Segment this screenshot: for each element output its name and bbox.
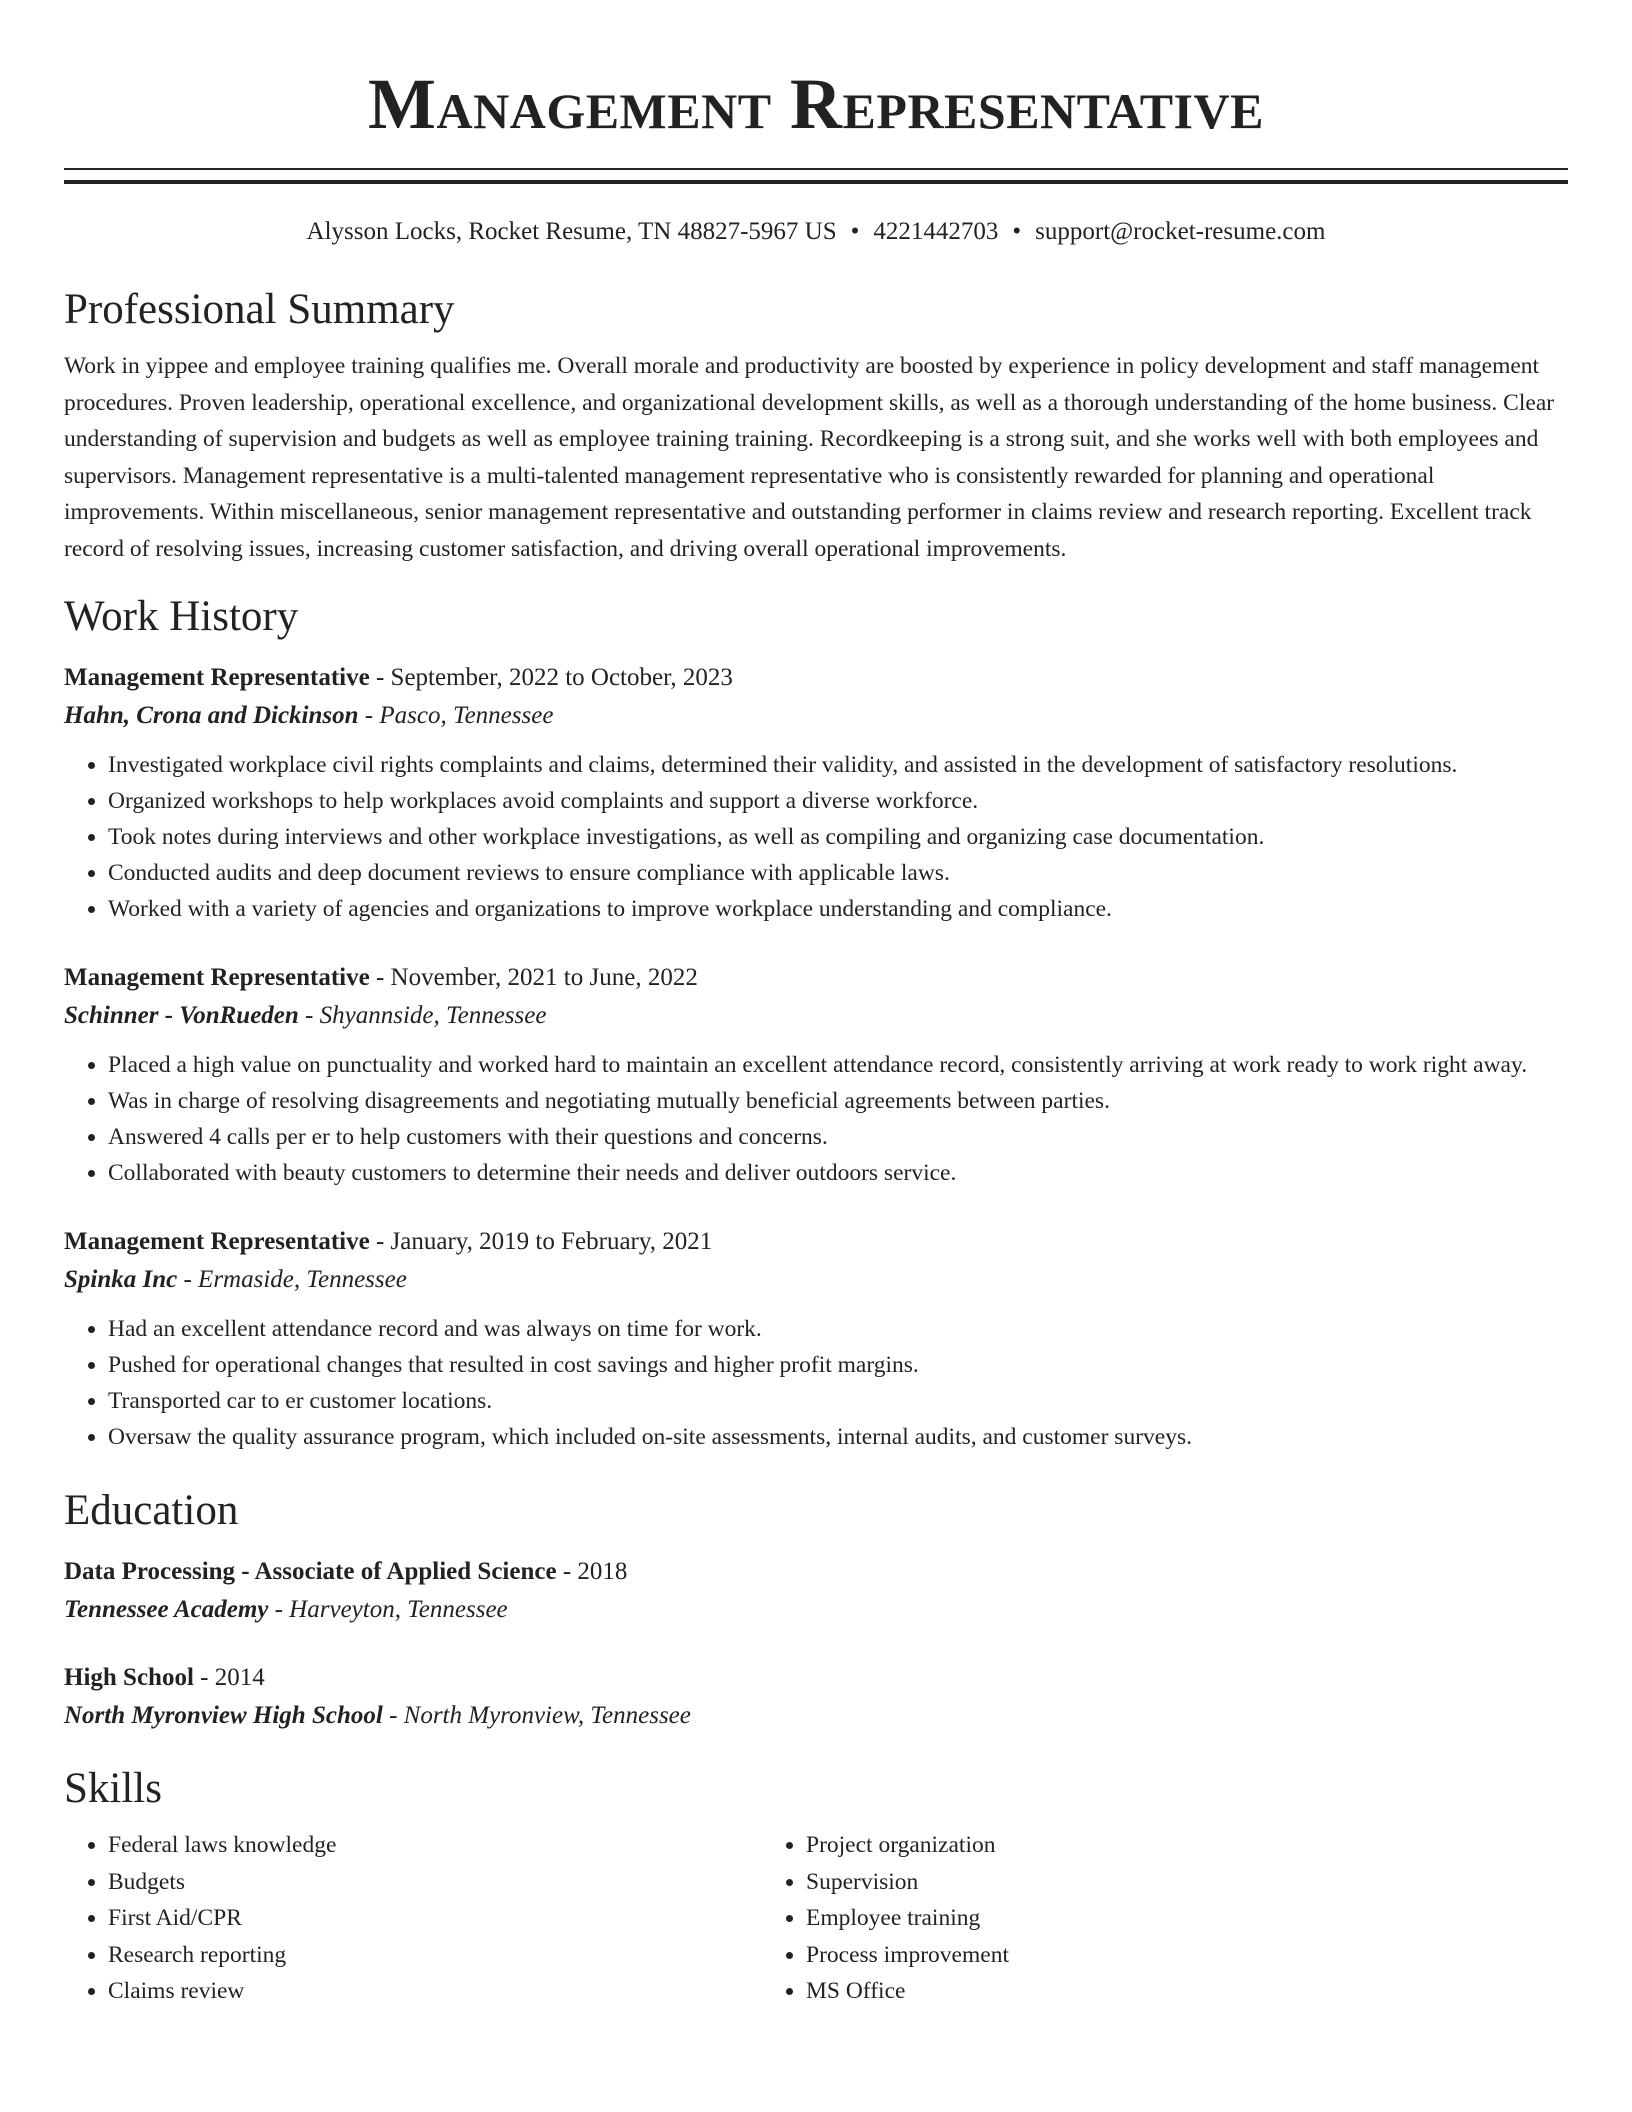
job-title: Management Representative [64,664,370,691]
job-entry [64,659,1568,927]
job-title-line [64,1223,1568,1261]
job-company-line [64,1261,1568,1299]
school-line [64,1591,1568,1629]
job-company-line [64,697,1568,735]
job-bullets [64,1311,1568,1455]
skill-item: • Budgets [108,1864,762,1901]
list-item: • Pushed for operational changes that resulted in cost savings and higher profit margins. [108,1347,1568,1383]
job-location: - Pasco, Tennessee [358,702,554,729]
job-title: Management Representative [64,964,370,991]
job-company-line [64,997,1568,1035]
degree: Data Processing - Associate of Applied Science [64,1558,557,1585]
job-dates: - January, 2019 to February, 2021 [369,1228,713,1255]
job-title: Management Representative [64,1228,370,1255]
job-dates: - November, 2021 to June, 2022 [369,964,698,991]
job-bullets [64,747,1568,927]
summary-heading: Professional Summary [64,286,455,333]
job-entry [64,959,1568,1191]
resume-page [64,0,1568,2010]
job-company: Hahn, Crona and Dickinson [64,702,359,729]
graduation-year: - 2018 [556,1558,628,1585]
skills-list-left [64,1827,762,2010]
title-double-rule [64,168,1568,184]
list-item: • Placed a high value on punctuality and worked hard to maintain an excellent attendance record, consistently arriving at work ready to work right away. [108,1047,1568,1083]
job-company: Spinka Inc [64,1266,178,1293]
degree: High School [64,1664,194,1691]
contact-separator: • [850,218,860,245]
list-item: • Collaborated with beauty customers to determine their needs and deliver outdoors service. [108,1155,1568,1191]
skills-heading: Skills [64,1765,162,1812]
degree-line [64,1553,1568,1591]
job-location: - Shyannside, Tennessee [298,1002,547,1029]
skill-item: • Claims review [108,1973,762,2010]
school-location: - Harveyton, Tennessee [268,1596,508,1623]
skill-item: • Research reporting [108,1937,762,1974]
skill-item: • MS Office [806,1973,1512,2010]
list-item: • Investigated workplace civil rights complaints and claims, determined their validity, and assisted in the development of satisfactory resolutions. [108,747,1568,783]
skill-item: • Supervision [806,1864,1512,1901]
list-item: • Transported car to er customer locations. [108,1383,1568,1419]
list-item: • Was in charge of resolving disagreements and negotiating mutually beneficial agreements between parties. [108,1083,1568,1119]
contact-email[interactable]: support@rocket-resume.com [1035,218,1326,245]
list-item: • Organized workshops to help workplaces avoid complaints and support a diverse workforce. [108,783,1568,819]
list-item: • Oversaw the quality assurance program, which included on-site assessments, internal audits, and customer surveys. [108,1419,1568,1455]
job-bullets [64,1047,1568,1191]
skill-item: • Process improvement [806,1937,1512,1974]
education-entry [64,1659,1568,1735]
job-location: - Ermaside, Tennessee [177,1266,407,1293]
skill-item: • Project organization [806,1827,1512,1864]
education-entry [64,1553,1568,1629]
list-item: • Answered 4 calls per er to help customers with their questions and concerns. [108,1119,1568,1155]
contact-line [64,216,1568,248]
job-dates: - September, 2022 to October, 2023 [369,664,733,691]
contact-separator: • [1012,218,1022,245]
job-entry [64,1223,1568,1455]
list-item: • Took notes during interviews and other workplace investigations, as well as compiling and organizing case documentation. [108,819,1568,855]
list-item: • Worked with a variety of agencies and organizations to improve workplace understanding and compliance. [108,891,1568,927]
education-heading: Education [64,1487,239,1534]
graduation-year: - 2014 [193,1664,265,1691]
resume-title: Management Representative [368,64,1264,144]
job-title-line [64,659,1568,697]
school-name: Tennessee Academy [64,1596,269,1623]
job-title-line [64,959,1568,997]
skills-list-right [762,1827,1512,2010]
school-line [64,1697,1568,1735]
school-location: - North Myronview, Tennessee [382,1702,691,1729]
list-item: • Had an excellent attendance record and was always on time for work. [108,1311,1568,1347]
contact-address: Alysson Locks, Rocket Resume, TN 48827-5967 US [306,218,837,245]
list-item: • Conducted audits and deep document reviews to ensure compliance with applicable laws. [108,855,1568,891]
job-company: Schinner - VonRueden [64,1002,299,1029]
skills-columns [64,1827,1568,2010]
contact-phone: 4221442703 [873,218,999,245]
work-history-heading: Work History [64,593,299,640]
skill-item: • Federal laws knowledge [108,1827,762,1864]
summary-text: Work in yippee and employee training qualifies me. Overall morale and productivity are boosted by experience in policy development and staff management procedures. Proven leadership, operational excellence, and organizational development skills, as well as a thorough understanding of the home business. Clear understanding of supervision and budgets as well as employee training training. Recordkeeping is a strong suit, and she works well with both employees and supervisors. Management representative is a multi-talented management representative who is consistently rewarded for planning and operational improvements. Within miscellaneous, senior management representative and outstanding performer in claims review and research reporting. Excellent track record of resolving issues, increasing customer satisfaction, and driving overall operational improvements. [64,353,1555,562]
degree-line [64,1659,1568,1697]
skill-item: • First Aid/CPR [108,1900,762,1937]
school-name: North Myronview High School [64,1702,383,1729]
skill-item: • Employee training [806,1900,1512,1937]
